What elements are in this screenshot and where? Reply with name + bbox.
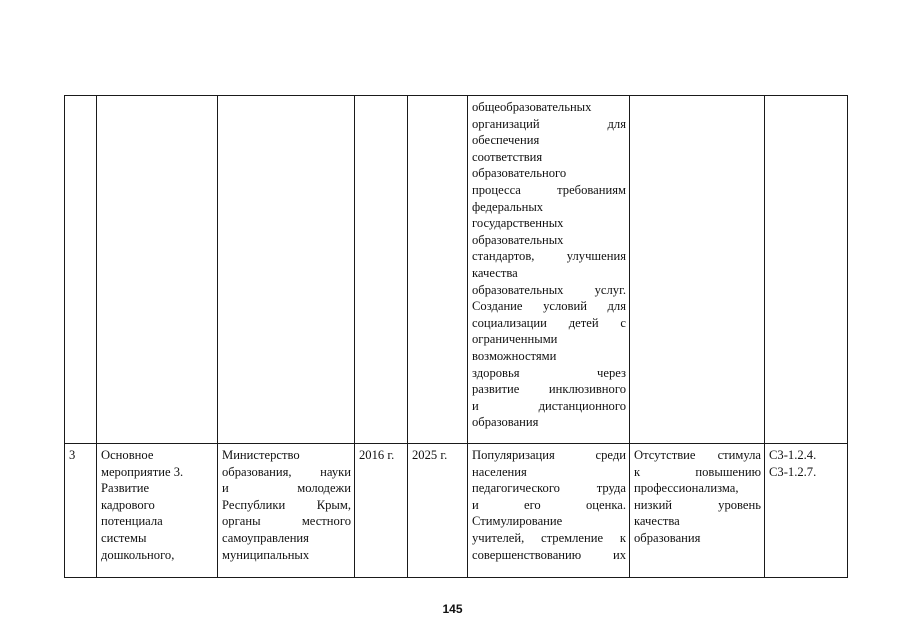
text-line: Министерство: [222, 448, 300, 462]
cell-number: [65, 96, 97, 444]
cell-indicators: [765, 96, 848, 444]
cell-expected-result: [468, 444, 630, 578]
text-line: обеспечения: [472, 133, 540, 148]
text-line: образовательных услуг.: [472, 282, 626, 297]
cell-start-year: 2016 г.: [355, 444, 408, 578]
text-line: Популяризация среди: [472, 448, 626, 462]
text-line: низкий уровень: [634, 497, 761, 512]
page-number: 145: [442, 602, 463, 616]
text-line: качества: [634, 514, 680, 529]
text-line: органы местного: [222, 514, 351, 529]
text-line: соответствия: [472, 149, 543, 164]
indicator-code: С3-1.2.4.: [769, 448, 817, 462]
text-line: и дистанционного: [472, 398, 626, 413]
text-line: образовательного: [472, 166, 567, 181]
text-line: Республики Крым,: [222, 497, 351, 512]
text-line: социализации детей с: [472, 315, 626, 330]
text-line: системы: [101, 530, 147, 545]
text-line: потенциала: [101, 514, 163, 529]
text-line: общеобразовательных: [472, 100, 592, 114]
text-line: мероприятие 3.: [101, 464, 184, 479]
text-line: стандартов, улучшения: [472, 249, 626, 264]
cell-event: [97, 96, 218, 444]
text-line: образования: [472, 415, 539, 430]
text-line: процесса требованиям: [472, 182, 626, 197]
text-line: Создание условий для: [472, 299, 626, 314]
program-activities-table: [64, 95, 848, 578]
cell-end-year: [408, 96, 468, 444]
text-line: здоровья через: [472, 365, 626, 380]
cell-executor: [218, 96, 355, 444]
text-line: образования: [634, 530, 701, 545]
table-row: [65, 444, 848, 578]
text-line: и молодежи: [222, 481, 351, 496]
text-line: учителей, стремление к: [472, 530, 626, 545]
text-line: совершенствованию их: [472, 547, 626, 562]
table-row: [65, 96, 848, 444]
cell-indicators: [765, 444, 848, 578]
text-line: к повышению: [634, 464, 761, 479]
text-line: Стимулирование: [472, 514, 563, 529]
cell-expected-result: [468, 96, 630, 444]
text-line: самоуправления: [222, 530, 309, 545]
text-line: Основное: [101, 448, 154, 462]
text-line: образовательных: [472, 232, 564, 247]
text-line: дошкольного,: [101, 547, 175, 562]
text-line: качества: [472, 265, 518, 280]
cell-end-year: 2025 г.: [408, 444, 468, 578]
cell-start-year: [355, 96, 408, 444]
text-line: кадрового: [101, 497, 155, 512]
text-line: педагогического труда: [472, 481, 626, 496]
text-line: образования, науки: [222, 464, 351, 479]
cell-risk: [630, 444, 765, 578]
text-line: федеральных: [472, 199, 544, 214]
text-line: Развитие: [101, 481, 150, 496]
text-line: возможностями: [472, 348, 557, 363]
cell-executor: [218, 444, 355, 578]
text-line: государственных: [472, 216, 564, 231]
cell-risk: [630, 96, 765, 444]
text-line: Отсутствие стимула: [634, 448, 761, 462]
text-line: и его оценка.: [472, 497, 626, 512]
cell-number: 3: [65, 444, 97, 578]
text-line: профессионализма,: [634, 481, 739, 496]
cell-event: [97, 444, 218, 578]
text-line: развитие инклюзивного: [472, 382, 626, 397]
text-line: населения: [472, 464, 527, 479]
text-line: ограниченными: [472, 332, 558, 347]
text-line: организаций для: [472, 116, 626, 131]
indicator-code: С3-1.2.7.: [769, 464, 817, 479]
text-line: муниципальных: [222, 547, 310, 562]
